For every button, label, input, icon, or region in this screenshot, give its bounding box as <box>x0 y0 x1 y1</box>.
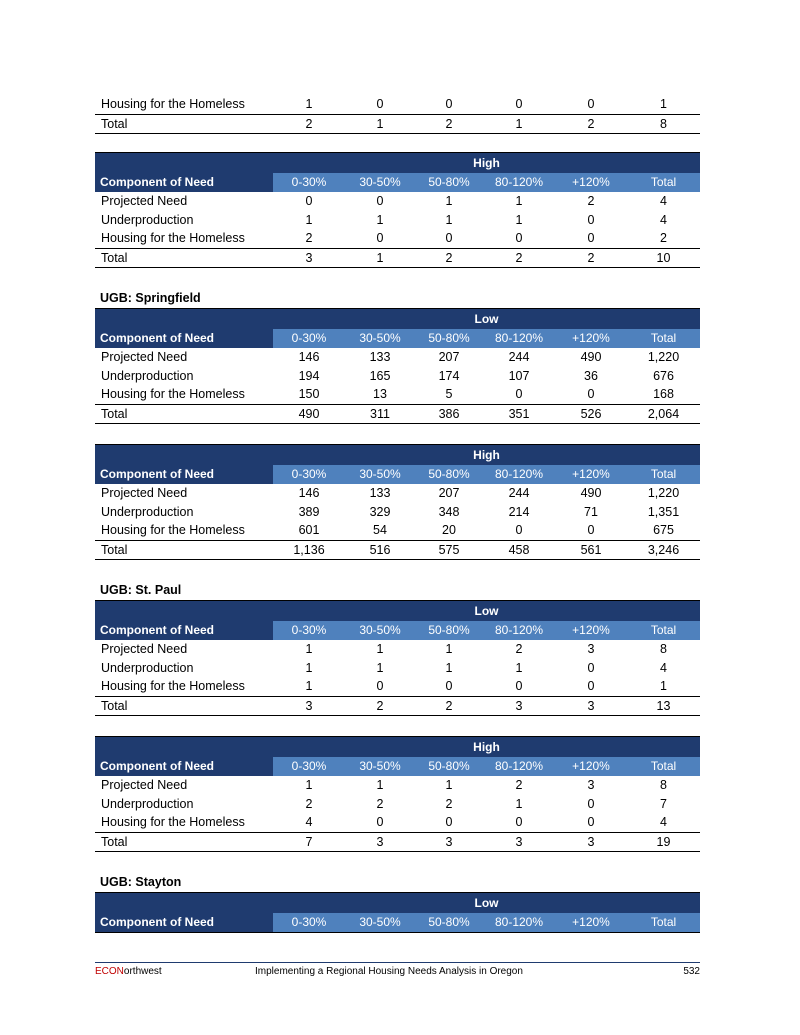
cell: 207 <box>438 486 460 500</box>
scenario-header: High <box>95 736 700 757</box>
cell: 2 <box>515 250 523 265</box>
column-header: Total <box>627 621 700 640</box>
cell: 2 <box>587 250 595 265</box>
cell: 1,351 <box>647 504 680 519</box>
cell: 1 <box>376 250 384 265</box>
cell: 1 <box>515 116 523 131</box>
table-row <box>95 367 700 386</box>
table-row <box>95 484 700 503</box>
cell: 207 <box>438 350 460 364</box>
cell: 2 <box>305 231 313 245</box>
cell: 2,064 <box>647 406 680 421</box>
section-title-springfield: UGB: Springfield <box>100 291 201 305</box>
cell: 3 <box>305 250 313 265</box>
cell: 244 <box>508 350 530 364</box>
cell: 526 <box>580 406 602 421</box>
cell: 71 <box>584 504 598 519</box>
column-header-row <box>95 329 700 348</box>
cell: 3 <box>515 834 523 849</box>
brand-rest: orthwest <box>123 966 162 977</box>
row-label: Underproduction <box>101 660 194 675</box>
table-row <box>95 521 700 540</box>
cell: 2 <box>376 796 384 811</box>
column-header: 0-30% <box>273 173 345 192</box>
cell: 4 <box>660 660 667 675</box>
cell: 3 <box>587 778 595 792</box>
cell: 36 <box>584 368 598 383</box>
cell: 1 <box>445 212 453 227</box>
cell: 8 <box>660 778 667 792</box>
cell: 19 <box>656 834 671 849</box>
cell: 3 <box>587 642 595 656</box>
table-row <box>95 813 700 832</box>
scenario-header: Low <box>95 600 700 621</box>
cell: 7 <box>660 796 667 811</box>
table-row <box>95 229 700 248</box>
row-label: Projected Need <box>101 778 188 792</box>
cell: 2 <box>445 250 453 265</box>
cell: 146 <box>298 486 320 500</box>
table-stpaul-high <box>95 736 700 852</box>
cell: 0 <box>587 796 595 811</box>
cell: 329 <box>369 504 391 519</box>
scenario-header: Low <box>95 892 700 913</box>
table-row <box>95 677 700 696</box>
cell: 1 <box>305 212 313 227</box>
brand-econ: ECON <box>95 966 124 977</box>
column-header: 50-80% <box>415 913 483 932</box>
column-header: 80-120% <box>483 329 555 348</box>
column-header: Component of Need <box>95 621 273 640</box>
cell: 0 <box>515 815 523 829</box>
column-header: 80-120% <box>483 913 555 932</box>
cell: 0 <box>515 97 523 111</box>
table-stpaul-low <box>95 600 700 716</box>
cell: 2 <box>445 698 453 713</box>
cell: 3 <box>305 698 313 713</box>
cell: 3 <box>445 834 453 849</box>
cell: 0 <box>587 387 595 401</box>
scenario-header: High <box>95 444 700 465</box>
cell: 1 <box>376 116 384 131</box>
cell: 2 <box>445 116 453 131</box>
column-header-row <box>95 621 700 640</box>
scenario-header: Low <box>95 308 700 329</box>
column-header: 80-120% <box>483 757 555 776</box>
table-springfield-high <box>95 444 700 560</box>
column-header: Component of Need <box>95 329 273 348</box>
column-header: 50-80% <box>415 329 483 348</box>
cell: 146 <box>298 350 320 364</box>
row-label: Housing for the Homeless <box>101 387 245 401</box>
column-header: 50-80% <box>415 621 483 640</box>
row-label: Projected Need <box>101 642 188 656</box>
column-header: 50-80% <box>415 757 483 776</box>
row-label: Projected Need <box>101 486 188 500</box>
cell: 0 <box>587 97 595 111</box>
cell: 0 <box>376 194 384 208</box>
cell: 0 <box>445 679 453 693</box>
section-title-stpaul: UGB: St. Paul <box>100 583 182 597</box>
cell: 7 <box>305 834 313 849</box>
cell: 1 <box>515 212 523 227</box>
cell: 107 <box>508 368 530 383</box>
table-row <box>95 348 700 367</box>
cell: 8 <box>660 116 667 131</box>
cell: 54 <box>373 523 387 537</box>
cell: 490 <box>580 486 602 500</box>
table-stayton-low <box>95 892 700 933</box>
cell: 1 <box>515 194 523 208</box>
footer-doc-title: Implementing a Regional Housing Needs Analysis in Oregon <box>255 966 523 977</box>
row-label: Housing for the Homeless <box>101 523 245 537</box>
row-label: Housing for the Homeless <box>101 815 245 829</box>
cell: 1,220 <box>647 350 680 364</box>
cell: 2 <box>305 116 313 131</box>
cell: 0 <box>587 523 595 537</box>
column-header-row <box>95 913 700 933</box>
cell: 389 <box>298 504 320 519</box>
row-label: Projected Need <box>101 194 188 208</box>
row-label: Projected Need <box>101 350 188 364</box>
cell: 3 <box>587 698 595 713</box>
cell: 458 <box>508 542 530 557</box>
cell: 1 <box>445 778 453 792</box>
column-header: 50-80% <box>415 173 483 192</box>
table-row <box>95 192 700 211</box>
cell: 675 <box>653 523 674 537</box>
cell: 0 <box>515 679 523 693</box>
cell: 1 <box>515 660 523 675</box>
column-header: Component of Need <box>95 913 273 932</box>
column-header: 0-30% <box>273 329 345 348</box>
row-label: Underproduction <box>101 212 194 227</box>
table-row <box>95 385 700 404</box>
cell: 0 <box>587 679 595 693</box>
table-row <box>95 776 700 795</box>
table-row <box>95 659 700 678</box>
column-header-row <box>95 757 700 776</box>
column-header: 30-50% <box>345 173 415 192</box>
column-header-row <box>95 173 700 192</box>
column-header: Total <box>627 913 700 932</box>
cell: 0 <box>515 231 523 245</box>
column-header: Component of Need <box>95 173 273 192</box>
cell: 3 <box>587 834 595 849</box>
cell: 0 <box>376 97 384 111</box>
cell: 13 <box>373 387 387 401</box>
cell: 13 <box>656 698 671 713</box>
cell: 1 <box>376 660 384 675</box>
column-header: +120% <box>555 173 627 192</box>
cell: 0 <box>515 387 523 401</box>
column-header: 30-50% <box>345 913 415 932</box>
table-row <box>95 115 700 135</box>
table-total-row <box>95 248 700 269</box>
cell: 2 <box>660 231 667 245</box>
table-total-row <box>95 540 700 561</box>
row-label: Total <box>101 116 128 131</box>
cell: 150 <box>298 387 320 401</box>
scenario-header: High <box>95 152 700 173</box>
table-row <box>95 211 700 230</box>
cell: 1 <box>376 212 384 227</box>
cell: 0 <box>376 815 384 829</box>
row-label: Total <box>101 834 128 849</box>
cell: 0 <box>376 231 384 245</box>
table-high-1 <box>95 152 700 268</box>
footer-brand <box>95 966 255 977</box>
cell: 165 <box>369 368 391 383</box>
cell: 575 <box>438 542 460 557</box>
cell: 0 <box>587 231 595 245</box>
column-header: Total <box>627 465 700 484</box>
cell: 1 <box>305 642 313 656</box>
cell: 2 <box>305 796 313 811</box>
cell: 20 <box>442 523 456 537</box>
column-header: 0-30% <box>273 621 345 640</box>
row-label: Underproduction <box>101 796 194 811</box>
cell: 490 <box>298 406 320 421</box>
cell: 311 <box>370 406 390 421</box>
table-total-row <box>95 404 700 425</box>
column-header: +120% <box>555 913 627 932</box>
column-header: 50-80% <box>415 465 483 484</box>
cell: 3 <box>515 698 523 713</box>
table-row <box>95 640 700 659</box>
cell: 1 <box>305 778 313 792</box>
cell: 2 <box>587 194 595 208</box>
section-title-stayton: UGB: Stayton <box>100 875 182 889</box>
cell: 1 <box>445 660 453 675</box>
cell: 1,136 <box>293 542 325 557</box>
column-header: 30-50% <box>345 621 415 640</box>
cell: 2 <box>445 796 453 811</box>
column-header: Total <box>627 173 700 192</box>
cell: 0 <box>305 194 313 208</box>
row-label: Housing for the Homeless <box>101 97 245 111</box>
cell: 1 <box>376 778 384 792</box>
cell: 516 <box>369 542 391 557</box>
cell: 1 <box>376 642 384 656</box>
cell: 0 <box>587 815 595 829</box>
column-header: 30-50% <box>345 329 415 348</box>
cell: 168 <box>653 387 674 401</box>
table-total-row <box>95 696 700 717</box>
column-header: Total <box>627 757 700 776</box>
column-header: 0-30% <box>273 757 345 776</box>
page-number: 532 <box>683 966 700 977</box>
column-header: Total <box>627 329 700 348</box>
table-row <box>95 795 700 814</box>
column-header: 0-30% <box>273 913 345 932</box>
column-header: +120% <box>555 757 627 776</box>
row-label: Total <box>101 698 128 713</box>
partial-table <box>95 95 700 134</box>
cell: 2 <box>515 778 523 792</box>
cell: 4 <box>660 194 667 208</box>
column-header: 30-50% <box>345 465 415 484</box>
cell: 1 <box>445 194 453 208</box>
cell: 214 <box>508 504 530 519</box>
cell: 601 <box>298 523 320 537</box>
cell: 0 <box>515 523 523 537</box>
cell: 2 <box>587 116 595 131</box>
cell: 1 <box>660 97 667 111</box>
cell: 133 <box>369 350 391 364</box>
cell: 174 <box>438 368 460 383</box>
cell: 2 <box>376 698 384 713</box>
cell: 8 <box>660 642 667 656</box>
column-header: Component of Need <box>95 465 273 484</box>
cell: 10 <box>656 250 671 265</box>
cell: 348 <box>438 504 460 519</box>
column-header: 0-30% <box>273 465 345 484</box>
row-label: Underproduction <box>101 368 194 383</box>
cell: 4 <box>660 212 667 227</box>
row-label: Total <box>101 542 128 557</box>
row-label: Total <box>101 406 128 421</box>
column-header: 80-120% <box>483 621 555 640</box>
column-header-row <box>95 465 700 484</box>
cell: 4 <box>660 815 667 829</box>
cell: 1 <box>305 97 313 111</box>
table-total-row <box>95 832 700 853</box>
cell: 676 <box>653 368 674 383</box>
cell: 0 <box>445 231 453 245</box>
row-label: Housing for the Homeless <box>101 679 245 693</box>
cell: 386 <box>438 406 460 421</box>
column-header: +120% <box>555 621 627 640</box>
cell: 351 <box>508 406 530 421</box>
table-springfield-low <box>95 308 700 424</box>
cell: 490 <box>580 350 602 364</box>
cell: 2 <box>515 642 523 656</box>
cell: 0 <box>376 679 384 693</box>
cell: 0 <box>445 815 453 829</box>
row-label: Total <box>101 250 128 265</box>
column-header: 80-120% <box>483 465 555 484</box>
column-header: +120% <box>555 465 627 484</box>
page-footer <box>95 966 700 977</box>
cell: 3,246 <box>647 542 680 557</box>
cell: 1 <box>305 679 313 693</box>
cell: 1,220 <box>647 486 680 500</box>
cell: 4 <box>305 815 313 829</box>
column-header: +120% <box>555 329 627 348</box>
column-header: Component of Need <box>95 757 273 776</box>
cell: 0 <box>587 212 595 227</box>
cell: 1 <box>515 796 523 811</box>
column-header: 30-50% <box>345 757 415 776</box>
cell: 0 <box>445 97 453 111</box>
footer-rule <box>95 962 700 963</box>
cell: 133 <box>369 486 391 500</box>
table-row <box>95 503 700 522</box>
cell: 244 <box>508 486 530 500</box>
cell: 194 <box>298 368 320 383</box>
cell: 1 <box>445 642 453 656</box>
cell: 3 <box>376 834 384 849</box>
column-header: 80-120% <box>483 173 555 192</box>
row-label: Underproduction <box>101 504 194 519</box>
cell: 5 <box>445 387 453 401</box>
cell: 1 <box>305 660 313 675</box>
cell: 1 <box>660 679 667 693</box>
row-label: Housing for the Homeless <box>101 231 245 245</box>
table-row <box>95 95 700 115</box>
cell: 561 <box>580 542 602 557</box>
cell: 0 <box>587 660 595 675</box>
